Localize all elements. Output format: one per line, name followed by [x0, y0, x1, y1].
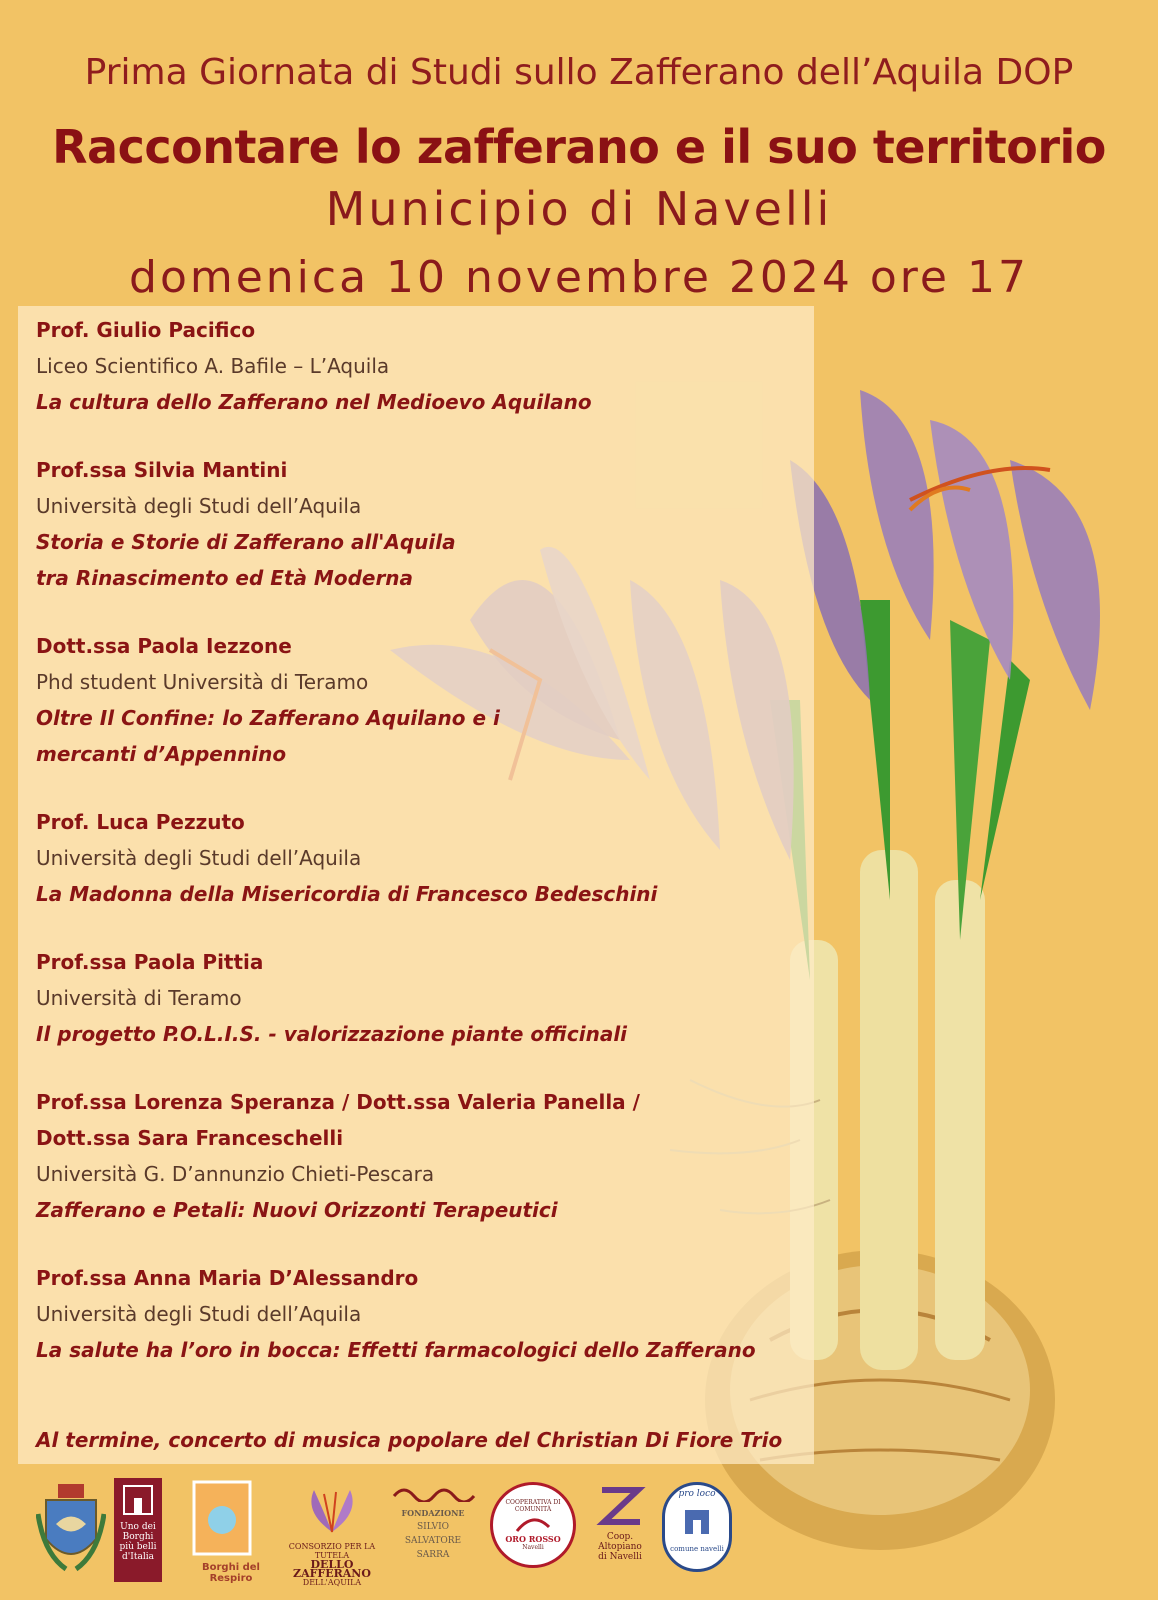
speaker-name: Prof.ssa Paola Pittia	[36, 950, 264, 974]
talk-title: mercanti d’Appennino	[36, 742, 287, 766]
proloco-text: comune navelli	[670, 1545, 724, 1553]
speaker-affiliation: Liceo Scientifico A. Bafile – L’Aquila	[36, 354, 390, 378]
speaker-affiliation: Università di Teramo	[36, 986, 242, 1010]
speaker-affiliation: Università degli Studi dell’Aquila	[36, 494, 362, 518]
speaker-name: Prof.ssa Silvia Mantini	[36, 458, 288, 482]
speaker-affiliation: Università degli Studi dell’Aquila	[36, 1302, 362, 1326]
borghi-text: più belli	[119, 1542, 157, 1552]
speaker-name: Prof. Giulio Pacifico	[36, 318, 256, 342]
coop-text: Altopiano	[598, 1542, 642, 1552]
talk-title: tra Rinascimento ed Età Moderna	[36, 566, 414, 590]
speaker-name: Prof.ssa Anna Maria D’Alessandro	[36, 1266, 419, 1290]
coop-text: Coop.	[606, 1532, 634, 1542]
consorzio-logo	[284, 1482, 380, 1587]
talk-title: La Madonna della Misericordia di Francesco Bedeschini	[36, 882, 658, 906]
talk-entry	[36, 1260, 756, 1368]
coop-altopiano-logo	[590, 1482, 650, 1562]
oro-rosso-logo	[490, 1482, 576, 1568]
saffron-flower-icon	[284, 1482, 380, 1538]
event-venue: Municipio di Navelli	[325, 182, 833, 236]
pro-loco-logo	[662, 1482, 732, 1572]
event-date: domenica 10 novembre 2024 ore 17	[129, 252, 1029, 303]
speaker-name: Dott.ssa Paola Iezzone	[36, 634, 292, 658]
oro-text: COOPERATIVA DI COMUNITÀ	[505, 1498, 561, 1513]
wave-icon	[390, 1482, 476, 1502]
speaker-name: Dott.ssa Sara Franceschelli	[36, 1126, 344, 1150]
navelli-coat-of-arms-icon	[36, 1484, 106, 1574]
talk-title: Oltre Il Confine: lo Zafferano Aquilano e i	[36, 706, 500, 730]
castle-icon	[677, 1500, 717, 1540]
speaker-affiliation: Università G. D’annunzio Chieti-Pescara	[36, 1162, 435, 1186]
fondazione-text: SALVATORE	[404, 1536, 462, 1546]
talk-title: La salute ha l’oro in bocca: Effetti farmacologici dello Zafferano	[36, 1338, 756, 1362]
talk-title: Il progetto P.O.L.I.S. - valorizzazione piante officinali	[36, 1022, 628, 1046]
sponsor-logos	[30, 1478, 750, 1588]
talk-entry	[36, 628, 500, 772]
coop-text: di Navelli	[598, 1552, 642, 1562]
borghi-text: Uno dei	[120, 1522, 156, 1532]
speaker-name: Prof. Luca Pezzuto	[36, 810, 245, 834]
consorzio-text: DELLO ZAFFERANO	[293, 1558, 371, 1580]
event-title: Raccontare lo zafferano e il suo territorio	[52, 120, 1106, 174]
consorzio-text: CONSORZIO PER LA TUTELA	[288, 1542, 376, 1560]
talk-title: La cultura dello Zafferano nel Medioevo Aquilano	[36, 390, 592, 414]
speaker-affiliation: Università degli Studi dell’Aquila	[36, 846, 362, 870]
respiro-tower-icon	[190, 1478, 254, 1558]
fondazione-text: SARRA	[416, 1550, 450, 1560]
borghi-piu-belli-logo	[114, 1478, 162, 1582]
z-letter-icon	[590, 1482, 650, 1528]
tower-icon	[114, 1478, 162, 1518]
consorzio-text: DELL'AQUILA	[302, 1578, 362, 1587]
talk-entry	[36, 944, 627, 1052]
fondazione-text: FONDAZIONE	[401, 1508, 465, 1518]
talk-title: Zafferano e Petali: Nuovi Orizzonti Terapeutici	[36, 1198, 558, 1222]
oro-text: Navelli	[522, 1543, 544, 1551]
talk-title: Storia e Storie di Zafferano all'Aquila	[36, 530, 456, 554]
oro-text: ORO ROSSO	[505, 1533, 561, 1544]
speaker-affiliation: Phd student Università di Teramo	[36, 670, 369, 694]
talk-entry	[36, 1084, 640, 1228]
talk-entry	[36, 312, 592, 420]
event-subtitle: Prima Giornata di Studi sullo Zafferano dell’Aquila DOP	[84, 52, 1074, 93]
fondazione-text: SILVIO	[416, 1522, 450, 1532]
oro-rosso-swirl-icon	[513, 1513, 553, 1535]
proloco-text: pro loco	[678, 1489, 716, 1499]
respiro-text: Borghi del Respiro	[202, 1562, 260, 1584]
borghi-del-respiro-logo	[186, 1478, 276, 1582]
closing-note: Al termine, concerto di musica popolare del Christian Di Fiore Trio	[36, 1428, 783, 1452]
borghi-text: d'Italia	[122, 1552, 154, 1562]
speaker-name: Prof.ssa Lorenza Speranza / Dott.ssa Valeria Panella /	[36, 1090, 640, 1114]
fondazione-sarra-logo	[390, 1482, 476, 1562]
talk-entry	[36, 452, 456, 596]
talk-entry	[36, 804, 657, 912]
borghi-text: Borghi	[122, 1532, 154, 1542]
